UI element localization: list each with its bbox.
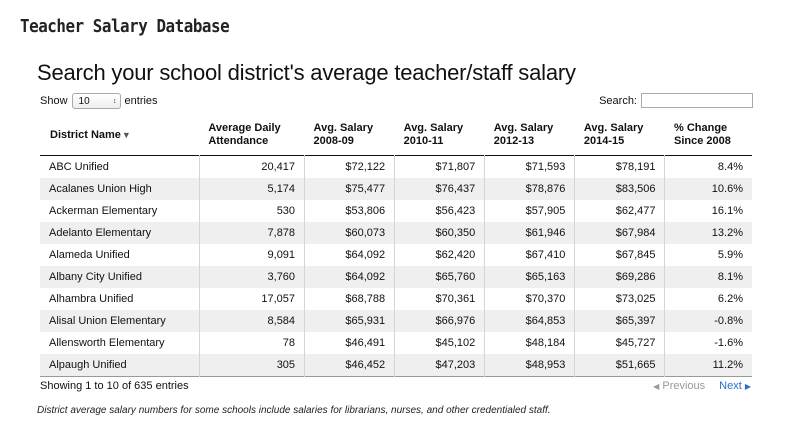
column-header-label: 2014-15	[583, 135, 625, 147]
column-header-label: Avg. Salary	[493, 122, 554, 134]
column-header-district-name[interactable]	[40, 120, 199, 156]
district-name-cell: ABC Unified	[40, 156, 199, 179]
table-cell: $57,905	[485, 200, 575, 222]
table-row	[40, 200, 752, 222]
table-cell: 6.2%	[717, 293, 743, 305]
table-cell: 8.1%	[717, 271, 743, 283]
entries-select[interactable]	[72, 93, 121, 109]
table-cell: $65,931	[305, 310, 395, 332]
search-control	[599, 93, 753, 108]
table-cell: $47,203	[395, 354, 485, 377]
table-cell: 13.2%	[711, 227, 743, 239]
column-header[interactable]	[485, 120, 575, 156]
table-cell: 10.6%	[711, 183, 743, 195]
table-header-row	[40, 120, 752, 156]
previous-arrow-icon: ◀	[653, 382, 660, 391]
table-cell: $46,452	[305, 354, 395, 377]
district-name-cell: Alhambra Unified	[40, 288, 199, 310]
table-cell: 7,878	[199, 222, 304, 244]
entries-length-control	[40, 93, 158, 109]
table-cell: $68,788	[305, 288, 395, 310]
column-header-label: District Name	[50, 128, 121, 141]
table-row	[40, 222, 752, 244]
table-row	[40, 288, 752, 310]
column-header-label: % Change	[673, 122, 728, 134]
table-cell: $60,073	[305, 222, 395, 244]
table-cell: 20,417	[199, 156, 304, 179]
table-row	[40, 266, 752, 288]
table-cell: 530	[199, 200, 304, 222]
table-cell: $75,477	[305, 178, 395, 200]
column-header-label: Avg. Salary	[403, 122, 464, 134]
table-cell: $71,807	[395, 156, 485, 179]
table-cell: $48,953	[485, 354, 575, 377]
table-cell: $73,025	[575, 288, 665, 310]
table-row	[40, 310, 752, 332]
column-header-label: 2008-09	[313, 135, 354, 147]
table-cell: $65,760	[395, 266, 485, 288]
table-cell: -0.8%	[714, 315, 743, 327]
table-cell: $56,423	[395, 200, 485, 222]
site-title: Teacher Salary Database	[20, 16, 230, 37]
column-header-label: Avg. Salary	[313, 122, 374, 134]
district-name-cell: Albany City Unified	[40, 266, 199, 288]
table-cell: $71,593	[485, 156, 575, 179]
table-cell: $65,163	[485, 266, 575, 288]
next-label: Next	[719, 380, 742, 392]
table-cell: $62,420	[395, 244, 485, 266]
table-cell: $67,984	[575, 222, 665, 244]
table-cell: $70,361	[395, 288, 485, 310]
table-info: Showing 1 to 10 of 635 entries	[40, 380, 189, 392]
entries-select-value: 10	[78, 95, 90, 107]
show-label: Show	[40, 95, 68, 107]
sort-descending-icon: ▼	[121, 129, 131, 140]
table-cell: $78,876	[485, 178, 575, 200]
table-cell: $67,410	[485, 244, 575, 266]
search-label: Search:	[599, 94, 637, 107]
district-name-cell: Allensworth Elementary	[40, 332, 199, 354]
select-updown-icon: ↕	[113, 97, 117, 105]
table-cell: 3,760	[199, 266, 304, 288]
district-name-cell: Alameda Unified	[40, 244, 199, 266]
table-cell: 5,174	[199, 178, 304, 200]
table-row	[40, 244, 752, 266]
column-header[interactable]	[395, 120, 485, 156]
entries-label: entries	[124, 95, 158, 107]
table-cell: 17,057	[199, 288, 304, 310]
table-cell: $76,437	[395, 178, 485, 200]
footnote: District average salary numbers for some schools include salaries for librarians, nurses, and other credentialed staff.	[37, 405, 551, 416]
table-cell: $45,102	[395, 332, 485, 354]
table-cell: $48,184	[485, 332, 575, 354]
table-cell: $53,806	[305, 200, 395, 222]
district-name-cell: Alisal Union Elementary	[40, 310, 199, 332]
table-cell: $64,092	[305, 266, 395, 288]
table-cell: 5.9%	[717, 249, 743, 261]
table-cell: $64,092	[305, 244, 395, 266]
column-header-label: Since 2008	[673, 135, 731, 147]
table-cell: $62,477	[575, 200, 665, 222]
table-cell: $67,845	[575, 244, 665, 266]
district-name-cell: Adelanto Elementary	[40, 222, 199, 244]
table-cell: 8,584	[199, 310, 304, 332]
table-cell: 8.4%	[717, 161, 743, 173]
table-cell: $72,122	[305, 156, 395, 179]
column-header[interactable]	[575, 120, 665, 156]
table-cell: $70,370	[485, 288, 575, 310]
column-header-label: 2012-13	[493, 135, 535, 147]
page-heading: Search your school district's average teacher/staff salary	[37, 60, 576, 85]
table-cell: $69,286	[575, 266, 665, 288]
table-cell: $51,665	[575, 354, 665, 377]
table-row	[40, 332, 752, 354]
table-cell: 305	[199, 354, 304, 377]
district-name-cell: Ackerman Elementary	[40, 200, 199, 222]
table-cell: $45,727	[575, 332, 665, 354]
column-header-label: Attendance	[208, 135, 269, 147]
previous-button[interactable]	[653, 380, 705, 392]
column-header[interactable]	[199, 120, 304, 156]
column-header-label: 2010-11	[403, 135, 444, 147]
district-name-cell: Acalanes Union High	[40, 178, 199, 200]
table-row	[40, 156, 752, 179]
table-row	[40, 178, 752, 200]
next-button[interactable]	[719, 380, 751, 392]
salary-table	[40, 120, 752, 377]
district-name-cell: Alpaugh Unified	[40, 354, 199, 377]
table-cell: $65,397	[575, 310, 665, 332]
table-cell: $61,946	[485, 222, 575, 244]
column-header[interactable]	[665, 120, 752, 156]
pagination	[653, 380, 751, 392]
table-cell: $78,191	[575, 156, 665, 179]
table-cell: $83,506	[575, 178, 665, 200]
previous-label: Previous	[662, 380, 706, 392]
search-input[interactable]	[641, 93, 753, 108]
table-cell: 11.2%	[712, 359, 743, 371]
table-cell: 78	[199, 332, 304, 354]
table-cell: $46,491	[305, 332, 395, 354]
table-body	[40, 156, 752, 377]
table-cell: $60,350	[395, 222, 485, 244]
table-cell: 9,091	[199, 244, 304, 266]
column-header[interactable]	[305, 120, 395, 156]
table-cell: 16.1%	[711, 205, 743, 217]
table-cell: $66,976	[395, 310, 485, 332]
next-arrow-icon: ▶	[744, 382, 751, 391]
column-header-label: Avg. Salary	[583, 122, 644, 134]
table-row	[40, 354, 752, 377]
table-cell: -1.6%	[714, 337, 743, 349]
column-header-label: Average Daily	[208, 122, 281, 134]
table-cell: $64,853	[485, 310, 575, 332]
